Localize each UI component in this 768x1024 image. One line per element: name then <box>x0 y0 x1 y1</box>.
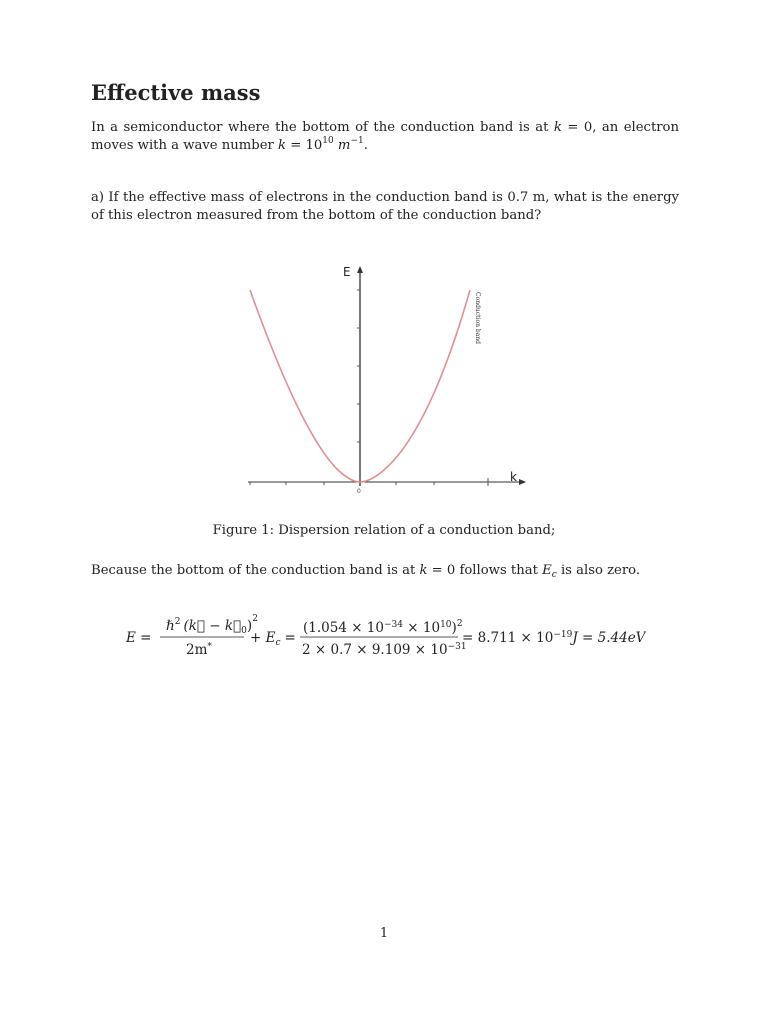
curve-label: Conduction band <box>474 292 481 344</box>
energy-equation <box>126 608 646 664</box>
svg-text:2 × 0.7 × 9.109 × 10−31: $2 \times 0.7 \times 9.109 \times 10^{-31}$ <box>302 642 467 658</box>
svg-text:+ Ec=: + $E_c$ = <box>250 630 296 648</box>
svg-text:(1.054 × 10−34 × 1010)2: $(1.054 \times 10^{-34} \times 10^{10})^2$ <box>303 619 463 636</box>
explanation-paragraph: Because the bottom of the conduction band is at k = 0 follows that $E_c$ is also zero. <box>91 563 641 580</box>
page-number: 1 <box>379 926 389 941</box>
dispersion-figure <box>240 260 540 500</box>
svg-text:2m*: 2m* <box>186 642 212 658</box>
svg-text:E =: E = <box>126 630 152 646</box>
x-axis-label: k <box>510 470 517 484</box>
figure-caption: Figure 1: Dispersion relation of a conduction band; <box>212 523 556 538</box>
origin-label: 0 <box>357 488 361 495</box>
y-axis-arrow <box>357 266 363 273</box>
svg-text:= 8.711 × 10−19J = 5.44eV: = $8.711 \times 10^{-19}J = 5.44eV$ <box>462 630 646 646</box>
page-title: Effective mass <box>91 80 261 105</box>
svg-text:ℏ2(k⃗ − k⃗0)2: ℏ$^2$ (k⃗ − $k⃗_0)^2$ <box>166 614 258 636</box>
y-axis-label: E <box>343 265 351 279</box>
intro-paragraph: In a semiconductor where the bottom of the conduction band is at k = 0, an electron moves with a wave number $k = 10^{10}$ $m^{-1}$. <box>91 120 679 153</box>
question-a: a) If the effective mass of electrons in the conduction band is 0.7 m, what is the energy of this electron measured from the bottom of the conduction band? <box>91 190 679 223</box>
x-axis-arrow <box>519 479 526 485</box>
